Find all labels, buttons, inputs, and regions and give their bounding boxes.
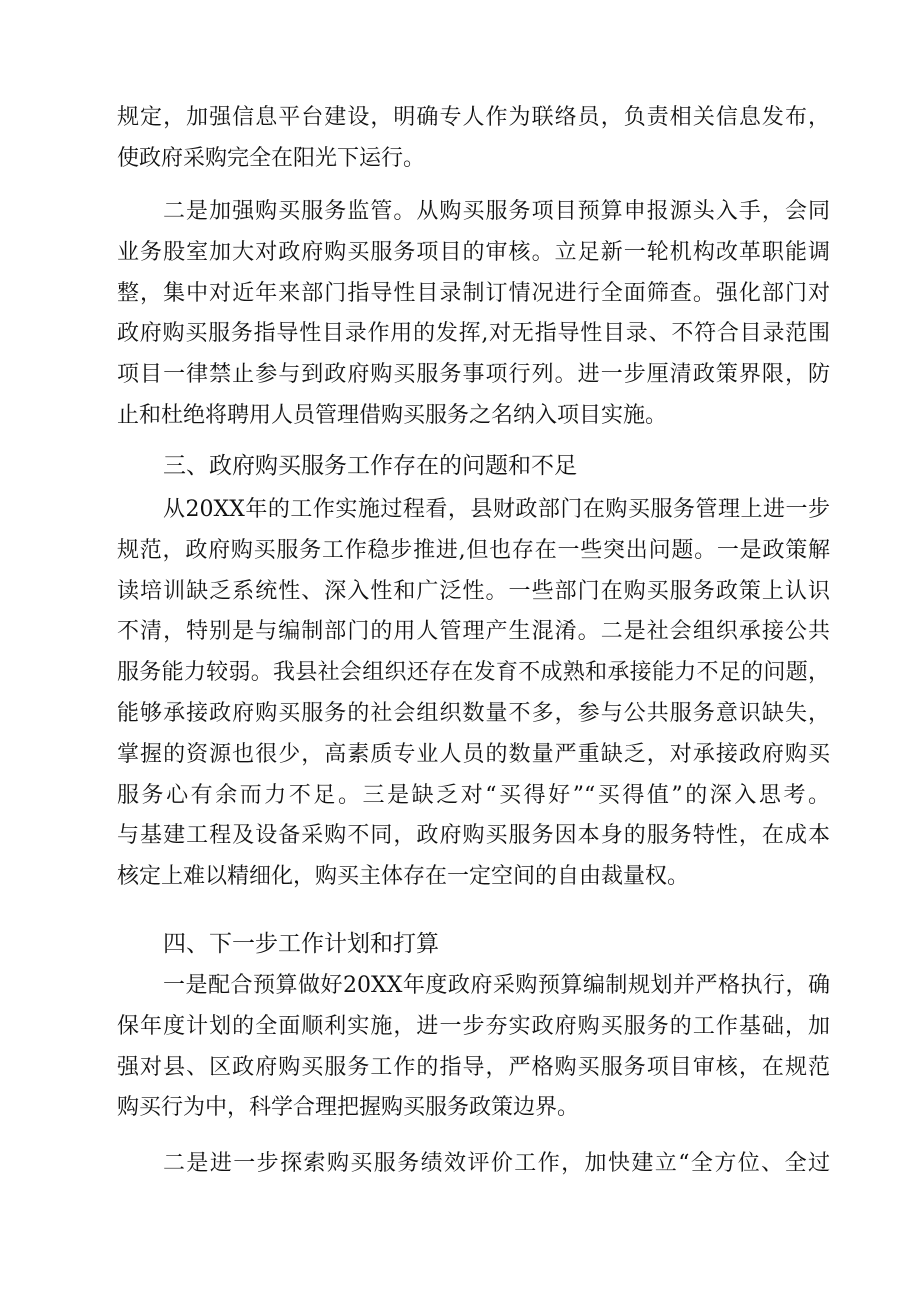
section-heading-3: 三、政府购买服务工作存在的问题和不足 [163, 453, 577, 479]
text-line: 读培训缺乏系统性、深入性和广泛性。一些部门在购买服务政策上认识 [117, 578, 830, 604]
text-line: 核定上难以精细化，购买主体存在一定空间的自由裁量权。 [117, 864, 690, 890]
text-line: 二是加强购买服务监管。从购买服务项目预算申报源头入手，会同 [163, 199, 830, 224]
paragraph-5 [117, 1144, 830, 1185]
paragraph-2 [117, 192, 830, 437]
text-line: 一是配合预算做好20XX年度政府采购预算编制规划并严格执行，确 [163, 973, 830, 998]
paragraph-4 [117, 966, 830, 1129]
text-line: 规范，政府购买服务工作稳步推进,但也存在一些突出问题。一是政策解 [117, 537, 830, 563]
text-line: 掌握的资源也很少，高素质专业人员的数量严重缺乏，对承接政府购买 [117, 741, 830, 767]
paragraph-3 [117, 490, 830, 898]
paragraph-1 [117, 98, 830, 180]
text-line: 止和杜绝将聘用人员管理借购买服务之名纳入项目实施。 [117, 402, 668, 428]
text-line: 二是进一步探索购买服务绩效评价工作，加快建立“全方位、全过 [163, 1151, 830, 1176]
text-line: 业务股室加大对政府购买服务项目的审核。立足新一轮机构改革职能调 [117, 239, 830, 265]
text-line: 整，集中对近年来部门指导性目录制订情况进行全面筛查。强化部门对 [117, 280, 830, 306]
text-line: 项目一律禁止参与到政府购买服务事项行列。进一步厘清政策界限，防 [117, 362, 830, 388]
text-line: 服务能力较弱。我县社会组织还存在发育不成熟和承接能力不足的问题， [117, 660, 830, 686]
section-heading-4: 四、下一步工作计划和打算 [163, 931, 439, 957]
text-line: 与基建工程及设备采购不同，政府购买服务因本身的服务特性，在成本 [117, 823, 830, 849]
text-line: 不清，特别是与编制部门的用人管理产生混淆。二是社会组织承接公共 [117, 619, 830, 645]
text-line: 服务心有余而力不足。三是缺乏对“买得好”“买得值”的深入思考。 [117, 782, 830, 808]
text-line: 保年度计划的全面顺利实施，进一步夯实政府购买服务的工作基础，加 [117, 1013, 830, 1039]
text-line: 从20XX年的工作实施过程看，县财政部门在购买服务管理上进一步 [163, 497, 830, 522]
text-line: 能够承接政府购买服务的社会组织数量不多，参与公共服务意识缺失， [117, 700, 830, 726]
text-line: 规定，加强信息平台建设，明确专人作为联络员，负责相关信息发布， [117, 105, 830, 130]
text-line: 使政府采购完全在阳光下运行。 [117, 145, 426, 171]
text-line: 强对县、区政府购买服务工作的指导，严格购买服务项目审核，在规范 [117, 1054, 830, 1080]
text-line: 购买行为中，科学合理把握购买服务政策边界。 [117, 1095, 580, 1121]
text-line: 政府购买服务指导性目录作用的发挥,对无指导性目录、不符合目录范围 [117, 321, 830, 347]
